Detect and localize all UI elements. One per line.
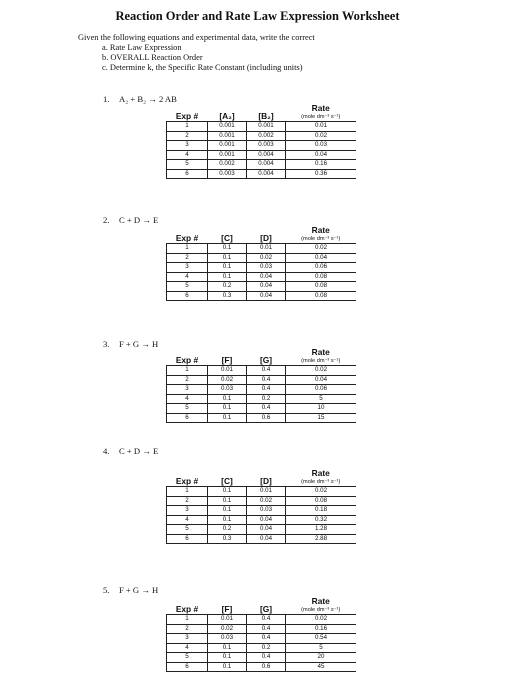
table-cell: 6 [167,169,208,179]
problem-number: 5. [103,585,110,595]
table-cell: 0.01 [247,244,286,254]
table-cell: 0.06 [286,385,357,395]
table-cell: 0.2 [208,525,247,535]
table-cell: 4 [167,272,208,282]
reaction-equation: F + G → H [119,339,159,349]
table-cell: 0.08 [286,272,357,282]
table-cell: 0.04 [247,282,286,292]
table-row [167,506,357,516]
table-cell: 2 [167,375,208,385]
table-cell: 0.04 [247,272,286,282]
column-header: [A₂] [219,111,235,121]
column-header: Exp # [175,111,199,121]
table-cell: 0.03 [208,385,247,395]
table-cell: 0.001 [208,131,247,141]
rate-header-label: Rate [311,596,330,606]
table-cell: 0.1 [208,643,247,653]
table-row [167,169,357,179]
table-cell: 0.4 [247,375,286,385]
table-cell: 3 [167,385,208,395]
rate-unit: (mole dm⁻³ s⁻¹) [301,358,341,364]
table-cell: 0.1 [208,487,247,497]
table-row [167,413,357,423]
table-cell: 0.02 [286,366,357,376]
column-header: [D] [260,233,272,243]
table-row [167,122,357,132]
table-cell: 5 [286,394,357,404]
task-a: a. Rate Law Expression [102,43,182,52]
problem-2-data-table [166,225,356,301]
table-cell: 0.4 [247,404,286,414]
table-cell: 0.08 [286,282,357,292]
table-cell: 2 [167,496,208,506]
worksheet-title: Reaction Order and Rate Law Expression Worksheet [115,9,400,23]
table-cell: 0.004 [247,150,286,160]
column-header: Exp # [175,476,199,486]
table-cell: 2.88 [286,534,357,544]
table-cell: 0.02 [247,496,286,506]
table-row [167,534,357,544]
table-cell: 0.1 [208,394,247,404]
table-row [167,515,357,525]
table-cell: 0.02 [286,615,357,625]
table-cell: 0.1 [208,404,247,414]
table-cell: 0.03 [286,141,357,151]
table-cell: 1 [167,487,208,497]
column-header [286,225,357,244]
table-cell: 0.32 [286,515,357,525]
table-cell: 3 [167,634,208,644]
table-cell: 0.4 [247,615,286,625]
table-cell: 0.1 [208,413,247,423]
table-row [167,662,357,672]
table-cell: 0.4 [247,634,286,644]
column-header: [C] [221,233,233,243]
table-cell: 0.04 [247,291,286,301]
table-row [167,643,357,653]
table-cell: 0.1 [208,496,247,506]
table-row [167,131,357,141]
table-cell: 0.02 [286,244,357,254]
table-cell: 0.04 [286,375,357,385]
problem-number: 1. [103,94,110,104]
table-cell: 0.001 [208,122,247,132]
table-row [167,496,357,506]
table-cell: 3 [167,263,208,273]
rate-unit: (mole dm⁻³ s⁻¹) [301,479,341,485]
column-header [286,468,357,487]
column-header: [B₂] [258,111,274,121]
reaction-equation: C + D → E [119,215,159,225]
table-cell: 3 [167,506,208,516]
column-header [286,103,357,122]
table-cell: 0.4 [247,385,286,395]
column-header: [F] [221,355,233,365]
table-cell: 4 [167,515,208,525]
problem-number: 2. [103,215,110,225]
table-row [167,624,357,634]
table-cell: 0.02 [208,375,247,385]
table-cell: 0.16 [286,160,357,170]
rate-unit: (mole dm⁻³ s⁻¹) [301,607,341,613]
table-cell: 1 [167,122,208,132]
table-cell: 0.03 [247,506,286,516]
instructions-text: Given the following equations and experimental data, write the correct [78,33,315,42]
table-cell: 1 [167,244,208,254]
problem-number: 3. [103,339,110,349]
table-row [167,487,357,497]
table-cell: 5 [167,404,208,414]
table-cell: 0.4 [247,653,286,663]
table-cell: 0.1 [208,506,247,516]
table-cell: 0.16 [286,624,357,634]
table-row [167,160,357,170]
table-cell: 0.2 [208,282,247,292]
table-cell: 0.1 [208,253,247,263]
table-cell: 2 [167,131,208,141]
table-cell: 0.1 [208,263,247,273]
problem-5-label [103,585,158,595]
column-header: Exp # [175,604,199,614]
reaction-equation: C + D → E [119,446,159,456]
rate-unit: (mole dm⁻³ s⁻¹) [301,236,341,242]
problem-4-data-table [166,468,356,544]
reaction-equation: F + G → H [119,585,159,595]
table-cell: 0.3 [208,291,247,301]
column-header [286,347,357,366]
table-cell: 0.08 [286,496,357,506]
table-cell: 6 [167,662,208,672]
table-row [167,366,357,376]
table-cell: 0.001 [208,141,247,151]
table-cell: 0.6 [247,413,286,423]
table-cell: 0.1 [208,653,247,663]
table-cell: 5 [167,653,208,663]
table-cell: 0.4 [247,624,286,634]
column-header: [C] [221,476,233,486]
problem-3-data-table [166,347,356,423]
column-header [286,596,357,615]
rate-header-label: Rate [311,468,330,478]
table-cell: 6 [167,413,208,423]
table-row [167,653,357,663]
table-cell: 0.36 [286,169,357,179]
table-cell: 5 [286,643,357,653]
table-cell: 0.04 [286,150,357,160]
table-cell: 0.01 [247,487,286,497]
table-row [167,291,357,301]
table-cell: 0.01 [208,366,247,376]
table-cell: 0.08 [286,291,357,301]
table-row [167,263,357,273]
table-cell: 0.04 [247,515,286,525]
table-cell: 1.28 [286,525,357,535]
table-row [167,404,357,414]
table-cell: 0.02 [247,253,286,263]
table-row [167,615,357,625]
table-cell: 0.04 [286,253,357,263]
table-cell: 1 [167,615,208,625]
table-cell: 5 [167,282,208,292]
table-cell: 0.02 [286,487,357,497]
column-header: [F] [221,604,233,614]
table-row [167,253,357,263]
table-row [167,525,357,535]
rate-unit: (mole dm⁻³ s⁻¹) [301,114,341,120]
table-cell: 0.01 [286,122,357,132]
table-cell: 0.6 [247,662,286,672]
table-cell: 0.1 [208,662,247,672]
table-cell: 4 [167,643,208,653]
table-row [167,375,357,385]
table-cell: 0.3 [208,534,247,544]
table-cell: 10 [286,404,357,414]
rate-header-label: Rate [311,225,330,235]
problem-2-label [103,215,158,225]
table-cell: 0.2 [247,394,286,404]
column-header: [G] [259,604,273,614]
table-cell: 1 [167,366,208,376]
table-cell: 0.1 [208,515,247,525]
table-row [167,394,357,404]
table-cell: 4 [167,394,208,404]
table-cell: 0.18 [286,506,357,516]
table-cell: 2 [167,253,208,263]
table-row [167,150,357,160]
column-header: Exp # [175,233,199,243]
problem-number: 4. [103,446,110,456]
table-cell: 0.03 [208,634,247,644]
table-cell: 5 [167,160,208,170]
table-cell: 15 [286,413,357,423]
table-cell: 3 [167,141,208,151]
table-cell: 0.003 [247,141,286,151]
table-cell: 2 [167,624,208,634]
reaction-equation: A₂ + B₂ → 2 AB [119,94,177,104]
task-c: c. Determine k, the Specific Rate Constant (including units) [102,63,303,72]
table-cell: 45 [286,662,357,672]
table-cell: 0.04 [247,525,286,535]
table-row [167,244,357,254]
table-cell: 0.2 [247,643,286,653]
table-cell: 0.1 [208,244,247,254]
table-row [167,272,357,282]
rate-header-label: Rate [311,347,330,357]
table-cell: 0.003 [208,169,247,179]
table-cell: 6 [167,291,208,301]
table-row [167,634,357,644]
table-cell: 4 [167,150,208,160]
problem-1-data-table [166,103,356,179]
table-cell: 0.4 [247,366,286,376]
table-cell: 0.06 [286,263,357,273]
rate-header-label: Rate [311,103,330,113]
table-cell: 0.04 [247,534,286,544]
table-cell: 0.004 [247,169,286,179]
table-cell: 0.02 [286,131,357,141]
table-cell: 0.03 [247,263,286,273]
table-cell: 0.001 [208,150,247,160]
table-row [167,282,357,292]
table-row [167,141,357,151]
table-cell: 5 [167,525,208,535]
problem-4-label [103,446,158,456]
table-cell: 0.01 [208,615,247,625]
column-header: [D] [260,476,272,486]
task-b: b. OVERALL Reaction Order [102,53,203,62]
table-cell: 0.004 [247,160,286,170]
problem-3-label [103,339,158,349]
table-cell: 6 [167,534,208,544]
problem-5-data-table [166,596,356,672]
table-cell: 20 [286,653,357,663]
table-cell: 0.002 [247,131,286,141]
column-header: Exp # [175,355,199,365]
column-header: [G] [259,355,273,365]
table-cell: 0.001 [247,122,286,132]
table-cell: 0.02 [208,624,247,634]
table-cell: 0.1 [208,272,247,282]
instructions [78,33,315,73]
table-row [167,385,357,395]
table-cell: 0.54 [286,634,357,644]
table-cell: 0.002 [208,160,247,170]
